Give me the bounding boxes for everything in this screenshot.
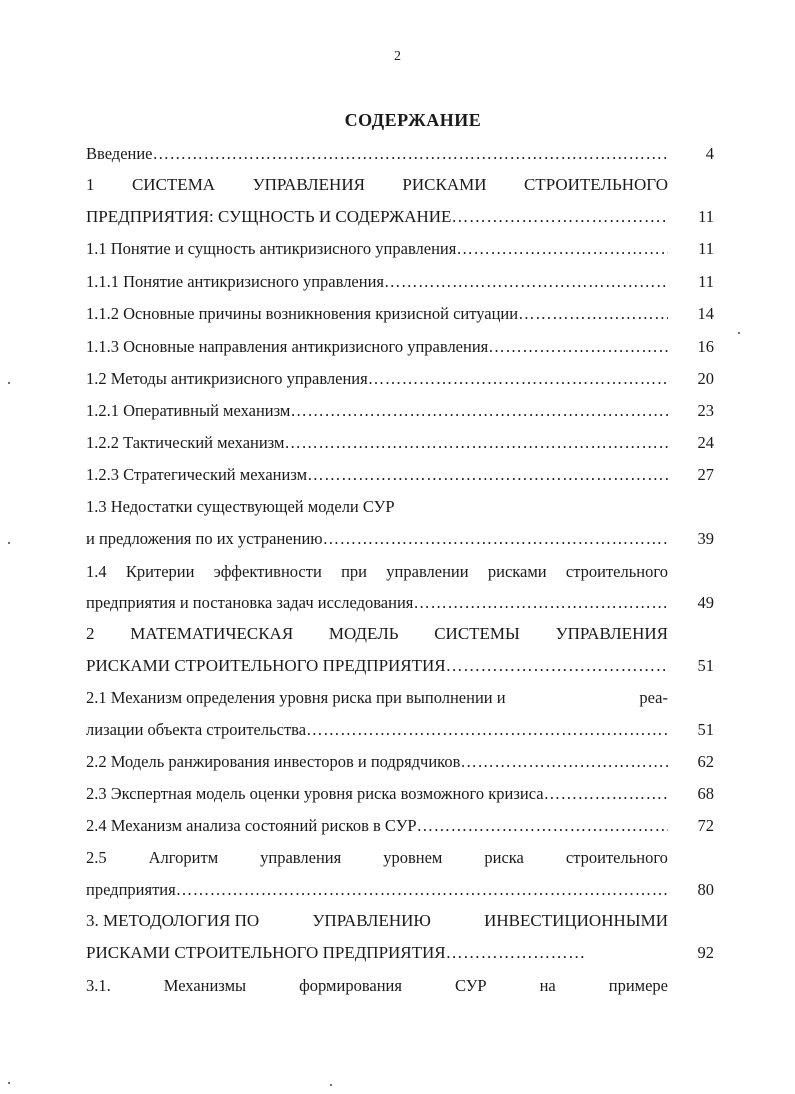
toc-word: рисками <box>487 562 547 581</box>
toc-word: УПРАВЛЕНИЮ <box>312 911 431 930</box>
scan-speck <box>8 382 10 384</box>
toc-entry-label: 2.3 Экспертная модель оценки уровня риска возможного кризиса <box>86 784 544 803</box>
toc-entry-label: 1.1.3 Основные направления антикризисного управления <box>86 337 489 356</box>
toc-page: 51 <box>697 656 714 675</box>
page-number: 2 <box>394 49 401 64</box>
toc-word: РИСКАМИ <box>402 175 487 194</box>
toc-page: 11 <box>698 272 714 291</box>
toc-word: СУР <box>454 976 487 995</box>
leader-dots <box>460 751 668 773</box>
toc-page: 24 <box>697 433 714 452</box>
leader-dots <box>368 368 668 390</box>
toc-entry <box>86 238 668 260</box>
toc-entry-label: 1.1.2 Основные причины возникновения кризисной ситуации <box>86 304 519 323</box>
toc-entry-label: 1.2 Методы антикризисного управления <box>86 369 368 388</box>
toc-entry <box>86 942 668 964</box>
toc-page: 72 <box>697 816 714 835</box>
leader-dots <box>384 271 668 293</box>
toc-entry <box>86 815 668 837</box>
leader-dots <box>446 655 668 677</box>
scan-speck <box>8 1082 10 1084</box>
leader-dots <box>284 432 668 454</box>
toc-page: 11 <box>698 207 714 226</box>
leader-dots <box>176 879 668 901</box>
toc-entry <box>86 687 668 709</box>
toc-word: ИНВЕСТИЦИОННЫМИ <box>484 911 668 930</box>
toc-entry-label: 2.2 Модель ранжирования инвесторов и подрядчиков <box>86 752 461 771</box>
toc-word: Алгоритм <box>148 848 219 867</box>
toc-word: 3.1. <box>86 976 111 995</box>
toc-page: 51 <box>697 720 714 739</box>
toc-word: 3. МЕТОДОЛОГИЯ ПО <box>86 911 260 930</box>
leader-dots <box>456 238 668 260</box>
scan-speck <box>330 1084 332 1086</box>
toc-entry <box>86 719 668 741</box>
toc-entry-label: Введение <box>86 144 153 163</box>
toc-page: 20 <box>697 369 714 388</box>
toc-entry-label: 1.1.1 Понятие антикризисного управления <box>86 272 385 291</box>
toc-word: строительного <box>565 848 668 867</box>
toc-word: 2.5 <box>86 848 107 867</box>
toc-entry <box>86 143 668 165</box>
toc-title: СОДЕРЖАНИЕ <box>344 110 482 130</box>
toc-word: УПРАВЛЕНИЯ <box>252 175 365 194</box>
toc-entry <box>86 271 668 293</box>
toc-entry <box>86 847 668 869</box>
leader-dots <box>544 783 668 805</box>
toc-page: 4 <box>705 144 714 163</box>
toc-entry <box>86 592 668 614</box>
toc-word: на <box>539 976 556 995</box>
toc-word: реа- <box>639 688 668 707</box>
toc-page: 16 <box>697 337 714 356</box>
toc-word: МОДЕЛЬ <box>328 624 399 643</box>
toc-entry-label: предприятия <box>86 880 176 899</box>
toc-page: 23 <box>697 401 714 420</box>
scan-speck <box>8 542 10 544</box>
toc-word: СТРОИТЕЛЬНОГО <box>523 175 668 194</box>
toc-word: управления <box>260 848 342 867</box>
toc-entry-label: РИСКАМИ СТРОИТЕЛЬНОГО ПРЕДПРИЯТИЯ <box>86 943 446 962</box>
toc-entry <box>86 975 668 997</box>
leader-dots <box>323 528 668 550</box>
toc-page: 92 <box>697 943 714 962</box>
toc-word: 2 <box>86 624 95 643</box>
toc-page: 27 <box>697 465 714 484</box>
leader-dots <box>290 400 668 422</box>
toc-entry-label: 1.3 Недостатки существующей модели СУР <box>86 497 395 516</box>
leader-dots <box>413 592 668 614</box>
toc-entry <box>86 561 668 583</box>
toc-word: эффективности <box>213 562 322 581</box>
toc-entry-label: РИСКАМИ СТРОИТЕЛЬНОГО ПРЕДПРИЯТИЯ <box>86 656 446 675</box>
toc-entry <box>86 368 668 390</box>
toc-entry-label: и предложения по их устранению <box>86 529 323 548</box>
toc-entry-label: лизации объекта строительства <box>86 720 307 739</box>
toc-word: риска <box>484 848 524 867</box>
toc-word: МАТЕМАТИЧЕСКАЯ <box>130 624 294 643</box>
scan-speck <box>738 332 740 334</box>
toc-page: 39 <box>697 529 714 548</box>
leader-dots <box>518 303 668 325</box>
toc-word: формирования <box>299 976 402 995</box>
toc-word: 1 <box>86 175 95 194</box>
toc-word: 1.4 <box>86 562 107 581</box>
toc-word: СИСТЕМА <box>131 175 216 194</box>
leader-dots <box>451 206 668 228</box>
toc-word: при <box>341 562 368 581</box>
toc-entry <box>86 303 668 325</box>
toc-word: управлении <box>386 562 469 581</box>
toc-entry <box>86 879 668 901</box>
leader-dots <box>417 815 668 837</box>
toc-entry <box>86 623 668 645</box>
toc-page: 68 <box>697 784 714 803</box>
toc-page: 49 <box>697 593 714 612</box>
toc-entry <box>86 432 668 454</box>
leader-dots <box>446 942 586 964</box>
leader-dots <box>488 336 668 358</box>
toc-entry <box>86 528 668 550</box>
toc-entry-label: 1.2.1 Оперативный механизм <box>86 401 291 420</box>
toc-page: 62 <box>697 752 714 771</box>
leader-dots <box>307 464 668 486</box>
toc-entry <box>86 174 668 196</box>
toc-entry <box>86 910 668 932</box>
toc-entry <box>86 751 668 773</box>
toc-entry <box>86 400 668 422</box>
toc-page: 11 <box>698 239 714 258</box>
toc-page: 80 <box>697 880 714 899</box>
toc-word: строительного <box>565 562 668 581</box>
toc-entry <box>86 496 668 518</box>
toc-entry <box>86 783 668 805</box>
leader-dots <box>306 719 668 741</box>
toc-entry-label: 2.4 Механизм анализа состояний рисков в СУР <box>86 816 417 835</box>
leader-dots <box>153 143 668 165</box>
toc-page: 14 <box>697 304 714 323</box>
toc-word: Критерии <box>125 562 195 581</box>
toc-word: УПРАВЛЕНИЯ <box>555 624 668 643</box>
toc-entry <box>86 655 668 677</box>
toc-entry-label: 1.2.2 Тактический механизм <box>86 433 285 452</box>
toc-entry-label: 1.2.3 Стратегический механизм <box>86 465 308 484</box>
toc-word: 2.1 Механизм определения уровня риска при выполнении и <box>86 688 506 707</box>
toc-entry-label: ПРЕДПРИЯТИЯ: СУЩНОСТЬ И СОДЕРЖАНИЕ <box>86 207 452 226</box>
toc-word: примере <box>608 976 668 995</box>
toc-word: Механизмы <box>163 976 247 995</box>
toc-entry <box>86 336 668 358</box>
toc-word: СИСТЕМЫ <box>434 624 520 643</box>
toc-word: уровнем <box>383 848 443 867</box>
toc-entry-label: 1.1 Понятие и сущность антикризисного управления <box>86 239 457 258</box>
toc-entry <box>86 464 668 486</box>
toc-entry <box>86 206 668 228</box>
toc-entry-label: предприятия и постановка задач исследования <box>86 593 414 612</box>
